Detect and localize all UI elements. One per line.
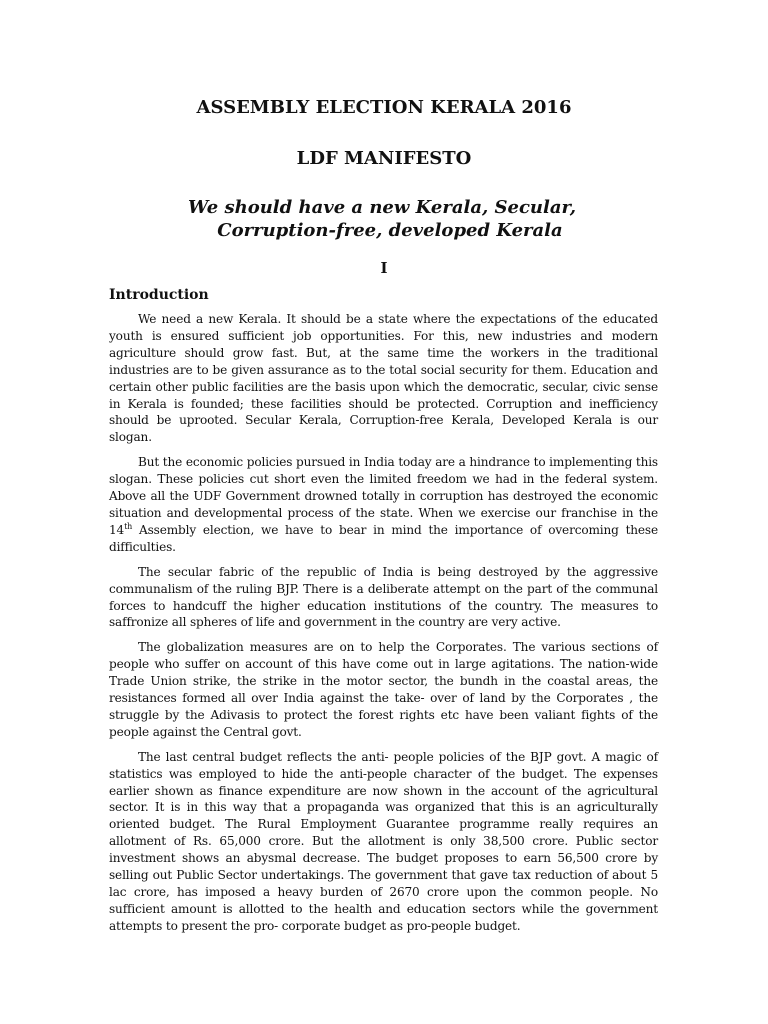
document-title: ASSEMBLY ELECTION KERALA 2016	[196, 97, 572, 118]
paragraph-3: The secular fabric of the republic of India is being destroyed by the aggressive communalism of the ruling BJP. There is a deliberate attempt on the part of the communal forces to handcuff the higher education institutions of the country. The measures to saffronize all spheres of life and government in the country are very active.	[109, 564, 658, 630]
paragraph-2-text-start: But the economic policies pursued in India today are a hindrance to implementing this slogan. These policies cut short even the limited freedom we had in the federal system. Above all the UDF Government drowned totally in corruption has destroyed the economic situation and developmental process of the state. When we exercise our franchise in the 14	[109, 455, 658, 537]
paragraph-2	[109, 454, 658, 555]
section-number: I	[380, 259, 388, 277]
subtitle-line-2: Corruption-free, developed Kerala	[217, 220, 563, 241]
document-body	[109, 311, 658, 943]
manifesto-title: LDF MANIFESTO	[296, 148, 472, 169]
ordinal-superscript: th	[124, 521, 133, 531]
paragraph-4: The globalization measures are on to help the Corporates. The various sections of people who suffer on account of this have come out in large agitations. The nation-wide Trade Union strike, the strike in the motor sector, the bundh in the coastal areas, the resistances formed all over India against the take- over of land by the Corporates , the struggle by the Adivasis to protect the forest rights etc have been valiant fights of the people against the Central govt.	[109, 640, 658, 739]
paragraph-5: The last central budget reflects the anti- people policies of the BJP govt. A magic of statistics was employed to hide the anti-people character of the budget. The expenses earlier shown as finance expenditure are now shown in the account of the agricultural sector. It is in this way that a propaganda was organized that this is an agriculturally oriented budget. The Rural Employment Guarantee programme really requires an allotment of Rs. 65,000 crore. But the allotment is only 38,500 crore. Public sector investment shows an abysmal decrease. The budget proposes to earn 56,500 crore by selling out Public Sector undertakings. The government that gave tax reduction of about 5 lac crore, has imposed a heavy burden of 2670 crore upon the common people. No sufficient amount is allotted to the health and education sectors while the government attempts to present the pro- corporate budget as pro-people budget.	[109, 749, 658, 933]
paragraph-1: We need a new Kerala. It should be a state where the expectations of the educated youth is ensured sufficient job opportunities. For this, new industries and modern agriculture should grow fast. But, at the same time the workers in the traditional industries are to be given assurance as to the total social security for them. Education and certain other public facilities are the basis upon which the democratic, secular, civic sense in Kerala is founded; these facilities should be protected. Corruption and inefficiency should be uprooted. Secular Kerala, Corruption-free Kerala, Developed Kerala is our slogan.	[109, 312, 658, 445]
subtitle-line-1: We should have a new Kerala, Secular,	[188, 197, 576, 218]
section-heading: Introduction	[109, 287, 209, 303]
paragraph-2-text-end: Assembly election, we have to bear in mind the importance of overcoming these difficulties.	[109, 522, 658, 554]
